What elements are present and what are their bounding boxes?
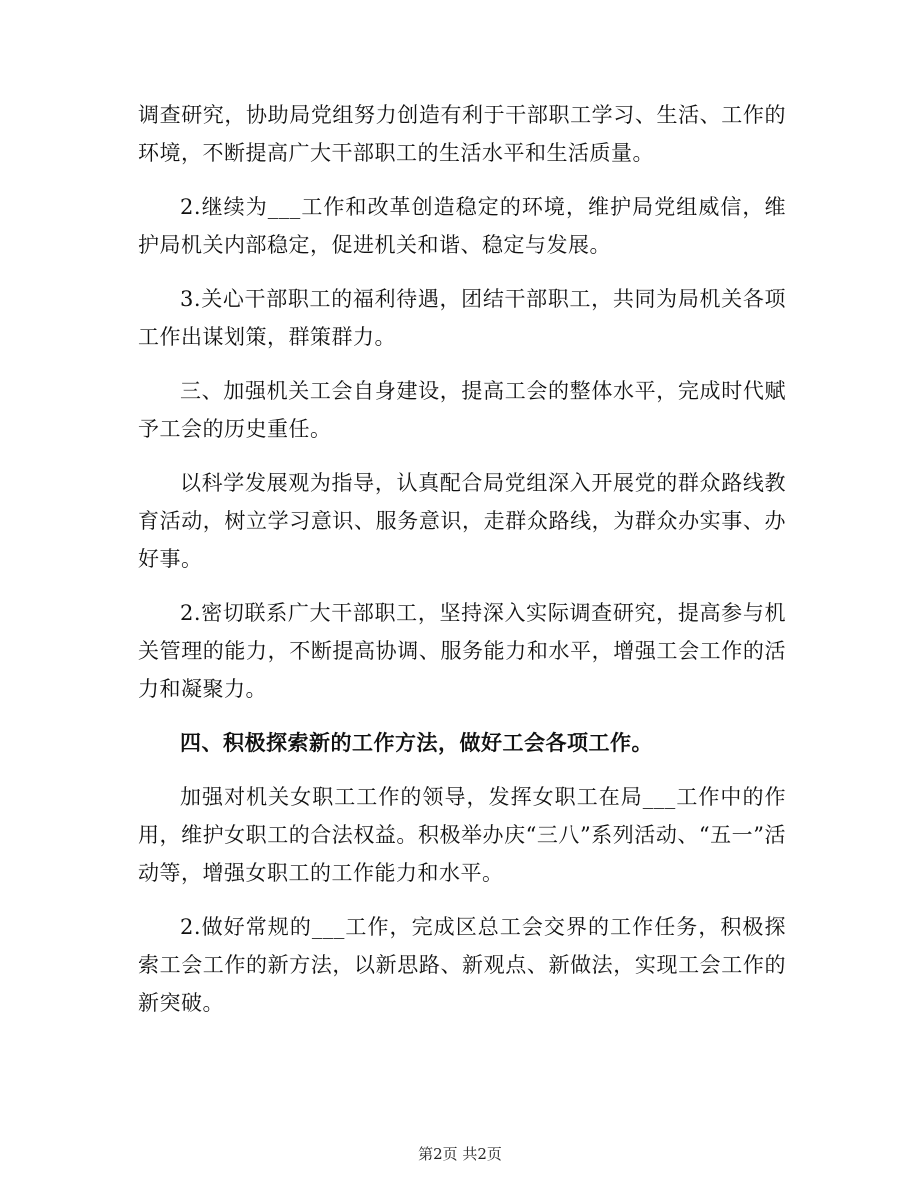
page-number-footer: 第2页 共2页 <box>418 1145 502 1163</box>
paragraph-9: 2.做好常规的___工作，完成区总工会交界的工作任务，积极探索工会工作的新方法，以新思路、新观点、新做法，实现工会工作的新突破。 <box>138 915 786 1015</box>
paragraph-8: 加强对机关女职工工作的领导，发挥女职工在局___工作中的作用，维护女职工的合法权益。积极举办庆“三八”系列活动、“五一”活动等，增强女职工的工作能力和水平。 <box>138 785 786 885</box>
paragraph-1: 调查研究，协助局党组努力创造有利于干部职工学习、生活、工作的环境，不断提高广大干部职工的生活水平和生活质量。 <box>138 103 786 165</box>
paragraph-4: 三、加强机关工会自身建设，提高工会的整体水平，完成时代赋予工会的历史重任。 <box>138 379 786 441</box>
document-page <box>138 96 786 1038</box>
paragraph-5: 以科学发展观为指导，认真配合局党组深入开展党的群众路线教育活动，树立学习意识、服务意识，走群众路线，为群众办实事、办好事。 <box>138 471 786 571</box>
section-heading: 四、积极探索新的工作方法，做好工会各项工作。 <box>180 730 653 755</box>
paragraph-2: 2.继续为___工作和改革创造稳定的环境，维护局党组威信，维护局机关内部稳定，促进机关和谐、稳定与发展。 <box>138 195 786 257</box>
paragraph-6: 2.密切联系广大干部职工，坚持深入实际调查研究，提高参与机关管理的能力，不断提高协调、服务能力和水平，增强工会工作的活力和凝聚力。 <box>138 601 786 701</box>
paragraph-3: 3.关心干部职工的福利待遇，团结干部职工，共同为局机关各项工作出谋划策，群策群力。 <box>138 287 786 349</box>
